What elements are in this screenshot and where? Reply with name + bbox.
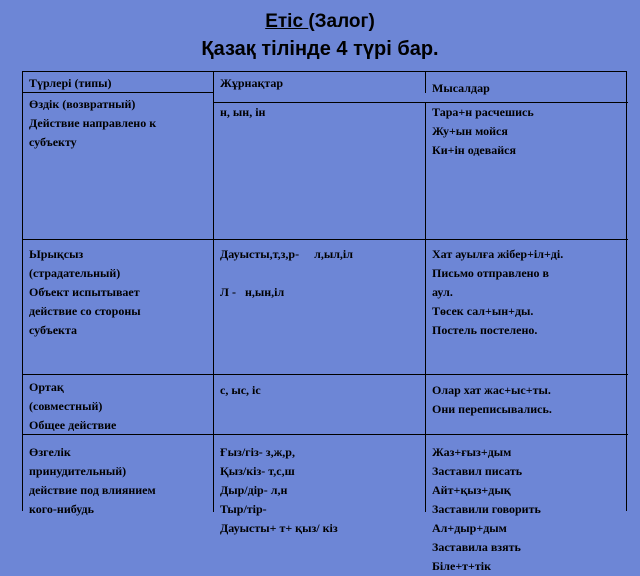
row-causative-type-line: принудительный)	[29, 464, 127, 478]
row-passive-type-line: действие со стороны	[29, 304, 141, 318]
row-passive-suffix-line: Л - н,ын,іл	[220, 285, 285, 299]
header-examples	[426, 72, 628, 103]
header-types-text: Түрлері (типы)	[29, 76, 112, 90]
row-causative-suffix-line: Тыр/тір-	[220, 502, 267, 516]
row-reciprocal-type-line: (совместный)	[29, 399, 103, 413]
row-reciprocal-type	[23, 375, 214, 435]
row-causative-type-line: действие под влиянием	[29, 483, 156, 497]
row-causative-type	[23, 435, 214, 516]
row-reciprocal-type-line: Общее действие	[29, 418, 117, 432]
row-passive-example-line: Письмо отправлено в	[432, 266, 550, 280]
row-reflexive-suffixes	[214, 103, 426, 240]
row-passive-examples	[426, 240, 628, 375]
row-reflexive-type-line: Действие направлено к	[29, 116, 157, 130]
row-causative-suffix-line: Қыз/кіз- т,с,ш	[220, 464, 295, 478]
row-reflexive-example-line: Ки+ін одевайся	[432, 143, 516, 157]
row-causative-type-line: Өзгелік	[29, 445, 71, 459]
row-reflexive-type-line: Өздік (возвратный)	[29, 97, 136, 111]
row-causative-suffix-line: Дыр/дір- л,н	[220, 483, 288, 497]
row-passive-type-line: субъекта	[29, 323, 77, 337]
row-causative-examples	[426, 435, 628, 573]
row-causative-example-line: Жаз+ғыз+дым	[432, 445, 512, 459]
row-passive-example-line: аул.	[432, 285, 453, 299]
row-passive-example-line: Постель постелено.	[432, 323, 538, 337]
row-passive-type-line: Объект испытывает	[29, 285, 140, 299]
row-passive-suffix-line: Дауысты,т,з,р- л,ыл,іл	[220, 247, 353, 261]
header-suffixes	[214, 72, 426, 93]
row-causative-suffix-line: Дауысты+ т+ қыз/ кіз	[220, 521, 338, 535]
slide-title-block	[0, 0, 640, 68]
row-reflexive-examples	[426, 103, 628, 240]
row-causative-example-line: Айт+қыз+дық	[432, 483, 511, 497]
row-reciprocal-suffixes	[214, 375, 426, 435]
row-reciprocal-examples	[426, 375, 628, 435]
row-reciprocal-suffix-line: с, ыс, іс	[220, 383, 261, 397]
row-passive-type	[23, 240, 214, 375]
row-causative-example-line: Заставили говорить	[432, 502, 541, 516]
title-rest: (Залог)	[308, 11, 375, 32]
row-passive-example-line: Төсек сал+ын+ды.	[432, 304, 534, 318]
row-reflexive-suffix-line: н, ын, ін	[220, 105, 266, 119]
row-causative-type-line: кого-нибудь	[29, 502, 94, 516]
row-reciprocal-type-line: Ортақ	[29, 380, 64, 394]
row-passive-suffixes	[214, 240, 426, 375]
row-causative-example-line: Заставила взять	[432, 540, 521, 554]
row-causative-example-line: Заставил писать	[432, 464, 523, 478]
header-suffixes-text: Жұрнақтар	[220, 76, 284, 90]
row-reflexive-type-line: субъекту	[29, 135, 77, 149]
row-reciprocal-example-line: Олар хат жаc+ыс+ты.	[432, 383, 551, 397]
header-types	[23, 72, 214, 93]
title-word: Етіс	[265, 11, 309, 32]
row-passive-example-line: Хат ауылға жібер+іл+ді.	[432, 247, 564, 261]
header-examples-text: Мысалдар	[432, 81, 490, 95]
row-passive-type-line: (страдательный)	[29, 266, 121, 280]
slide-title	[0, 11, 640, 33]
row-causative-suffix-line: Ғыз/гіз- з,ж,р,	[220, 445, 295, 459]
row-passive-suffix-line	[220, 264, 419, 283]
row-reflexive-example-line: Тара+н расчешись	[432, 105, 534, 119]
row-causative-example-line: Ал+дыр+дым	[432, 521, 507, 535]
row-causative-suffixes	[214, 435, 426, 535]
row-causative-example-line: Біле+т+тік	[432, 559, 492, 573]
slide-subtitle: Қазақ тілінде 4 түрі бар.	[201, 38, 439, 60]
voice-table	[22, 71, 627, 573]
row-reflexive-type	[23, 93, 214, 240]
row-reflexive-example-line: Жу+ын мойся	[432, 124, 508, 138]
row-passive-type-line: Ырықсыз	[29, 247, 84, 261]
row-reciprocal-example-line: Они переписывались.	[432, 402, 552, 416]
